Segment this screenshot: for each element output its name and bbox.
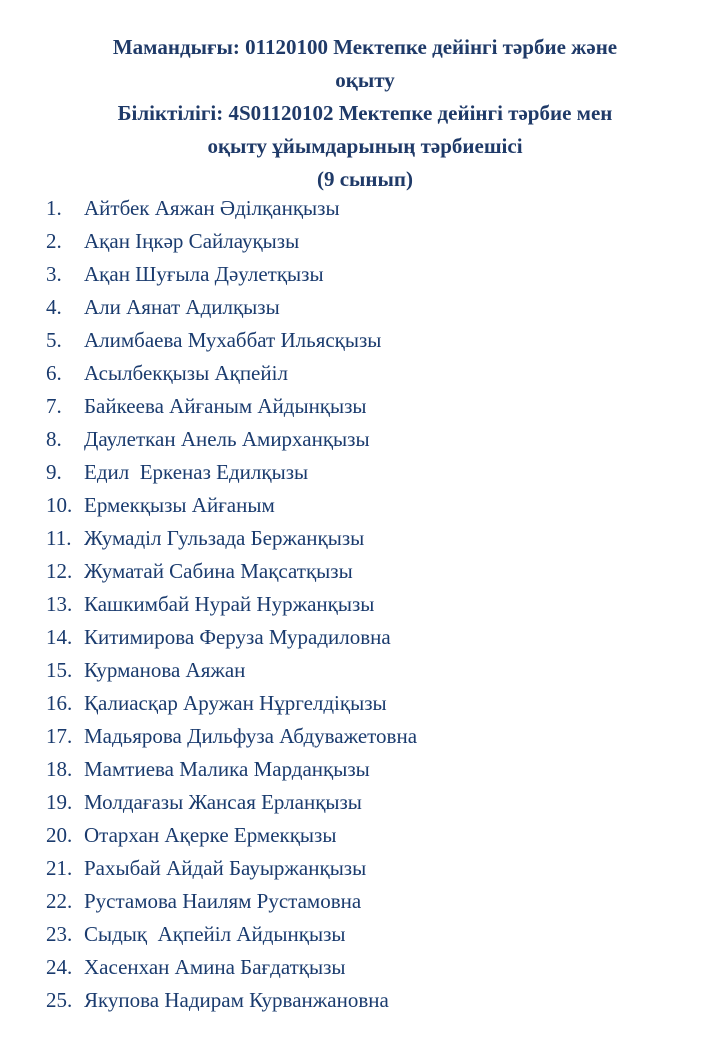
item-number: 5. bbox=[46, 328, 62, 352]
student-name: Рахыбай Айдай Бауыржанқызы bbox=[84, 856, 367, 880]
list-item bbox=[46, 654, 686, 687]
list-item bbox=[46, 291, 686, 324]
document-header bbox=[40, 31, 690, 196]
item-number: 20. bbox=[46, 823, 73, 847]
student-name: Мамтиева Малика Марданқызы bbox=[84, 757, 370, 781]
student-name: Айтбек Аяжан Әділқанқызы bbox=[84, 196, 340, 220]
qualification-line: Біліктілігі: 4S01120102 Мектепке дейінгі тәрбие мен bbox=[117, 101, 613, 125]
student-name: Асылбекқызы Ақпейіл bbox=[84, 361, 288, 385]
item-number: 10. bbox=[46, 493, 73, 517]
student-name: Али Аянат Адилқызы bbox=[84, 295, 280, 319]
list-item bbox=[46, 192, 686, 225]
list-item bbox=[46, 687, 686, 720]
item-number: 11. bbox=[46, 526, 72, 550]
list-item bbox=[46, 555, 686, 588]
student-name: Мадьярова Дильфуза Абдуважетовна bbox=[84, 724, 418, 748]
item-number: 23. bbox=[46, 922, 73, 946]
student-name: Ермекқызы Айғаным bbox=[84, 493, 275, 517]
list-item bbox=[46, 522, 686, 555]
item-number: 13. bbox=[46, 592, 73, 616]
student-name: Рустамова Наилям Рустамовна bbox=[84, 889, 362, 913]
list-item bbox=[46, 885, 686, 918]
student-name: Байкеева Айғаным Айдынқызы bbox=[84, 394, 367, 418]
item-number: 3. bbox=[46, 262, 62, 286]
list-item bbox=[46, 852, 686, 885]
list-item bbox=[46, 489, 686, 522]
item-number: 12. bbox=[46, 559, 73, 583]
student-name: Курманова Аяжан bbox=[84, 658, 246, 682]
item-number: 9. bbox=[46, 460, 62, 484]
student-name: Едил Еркеназ Едилқызы bbox=[84, 460, 309, 484]
list-item bbox=[46, 621, 686, 654]
item-number: 8. bbox=[46, 427, 62, 451]
list-item bbox=[46, 456, 686, 489]
student-name: Кашкимбай Нурай Нуржанқызы bbox=[84, 592, 375, 616]
list-item bbox=[46, 324, 686, 357]
item-number: 16. bbox=[46, 691, 73, 715]
item-number: 19. bbox=[46, 790, 73, 814]
item-number: 4. bbox=[46, 295, 62, 319]
student-name: Якупова Надирам Курванжановна bbox=[84, 988, 389, 1012]
list-item bbox=[46, 918, 686, 951]
item-number: 2. bbox=[46, 229, 62, 253]
list-item bbox=[46, 258, 686, 291]
list-item bbox=[46, 786, 686, 819]
list-item bbox=[46, 357, 686, 390]
item-number: 24. bbox=[46, 955, 73, 979]
list-item bbox=[46, 588, 686, 621]
grade-note: (9 сынып) bbox=[316, 167, 414, 191]
student-name: Сыдық Ақпейіл Айдынқызы bbox=[84, 922, 346, 946]
student-name: Алимбаева Мухаббат Ильясқызы bbox=[84, 328, 382, 352]
item-number: 6. bbox=[46, 361, 62, 385]
specialty-line: Мамандығы: 01120100 Мектепке дейінгі тәрбие және bbox=[112, 35, 618, 59]
item-number: 22. bbox=[46, 889, 73, 913]
student-name: Китимирова Феруза Мурадиловна bbox=[84, 625, 391, 649]
student-name: Хасенхан Амина Бағдатқызы bbox=[84, 955, 346, 979]
list-item bbox=[46, 819, 686, 852]
list-item bbox=[46, 225, 686, 258]
list-item bbox=[46, 390, 686, 423]
item-number: 18. bbox=[46, 757, 73, 781]
list-item bbox=[46, 753, 686, 786]
list-item bbox=[46, 423, 686, 456]
item-number: 14. bbox=[46, 625, 73, 649]
item-number: 25. bbox=[46, 988, 73, 1012]
list-item bbox=[46, 720, 686, 753]
student-name: Отархан Ақерке Ермекқызы bbox=[84, 823, 337, 847]
student-name: Ақан Іңкәр Сайлауқызы bbox=[84, 229, 300, 253]
student-name: Молдағазы Жансая Ерланқызы bbox=[84, 790, 362, 814]
student-name: Жуматай Сабина Мақсатқызы bbox=[84, 559, 353, 583]
student-name: Жумаділ Гульзада Бержанқызы bbox=[84, 526, 365, 550]
student-name: Ақан Шуғыла Дәулетқызы bbox=[84, 262, 324, 286]
list-item bbox=[46, 984, 686, 1017]
item-number: 1. bbox=[46, 196, 62, 220]
specialty-line-continued: оқыту bbox=[335, 68, 395, 92]
item-number: 17. bbox=[46, 724, 73, 748]
student-name: Даулеткан Анель Амирханқызы bbox=[84, 427, 370, 451]
qualification-line-continued: оқыту ұйымдарының тәрбиешісі bbox=[207, 134, 523, 158]
student-name: Қалиасқар Аружан Нұргелдіқызы bbox=[84, 691, 387, 715]
item-number: 15. bbox=[46, 658, 73, 682]
item-number: 21. bbox=[46, 856, 73, 880]
list-item bbox=[46, 951, 686, 984]
student-list bbox=[46, 192, 686, 1017]
item-number: 7. bbox=[46, 394, 62, 418]
